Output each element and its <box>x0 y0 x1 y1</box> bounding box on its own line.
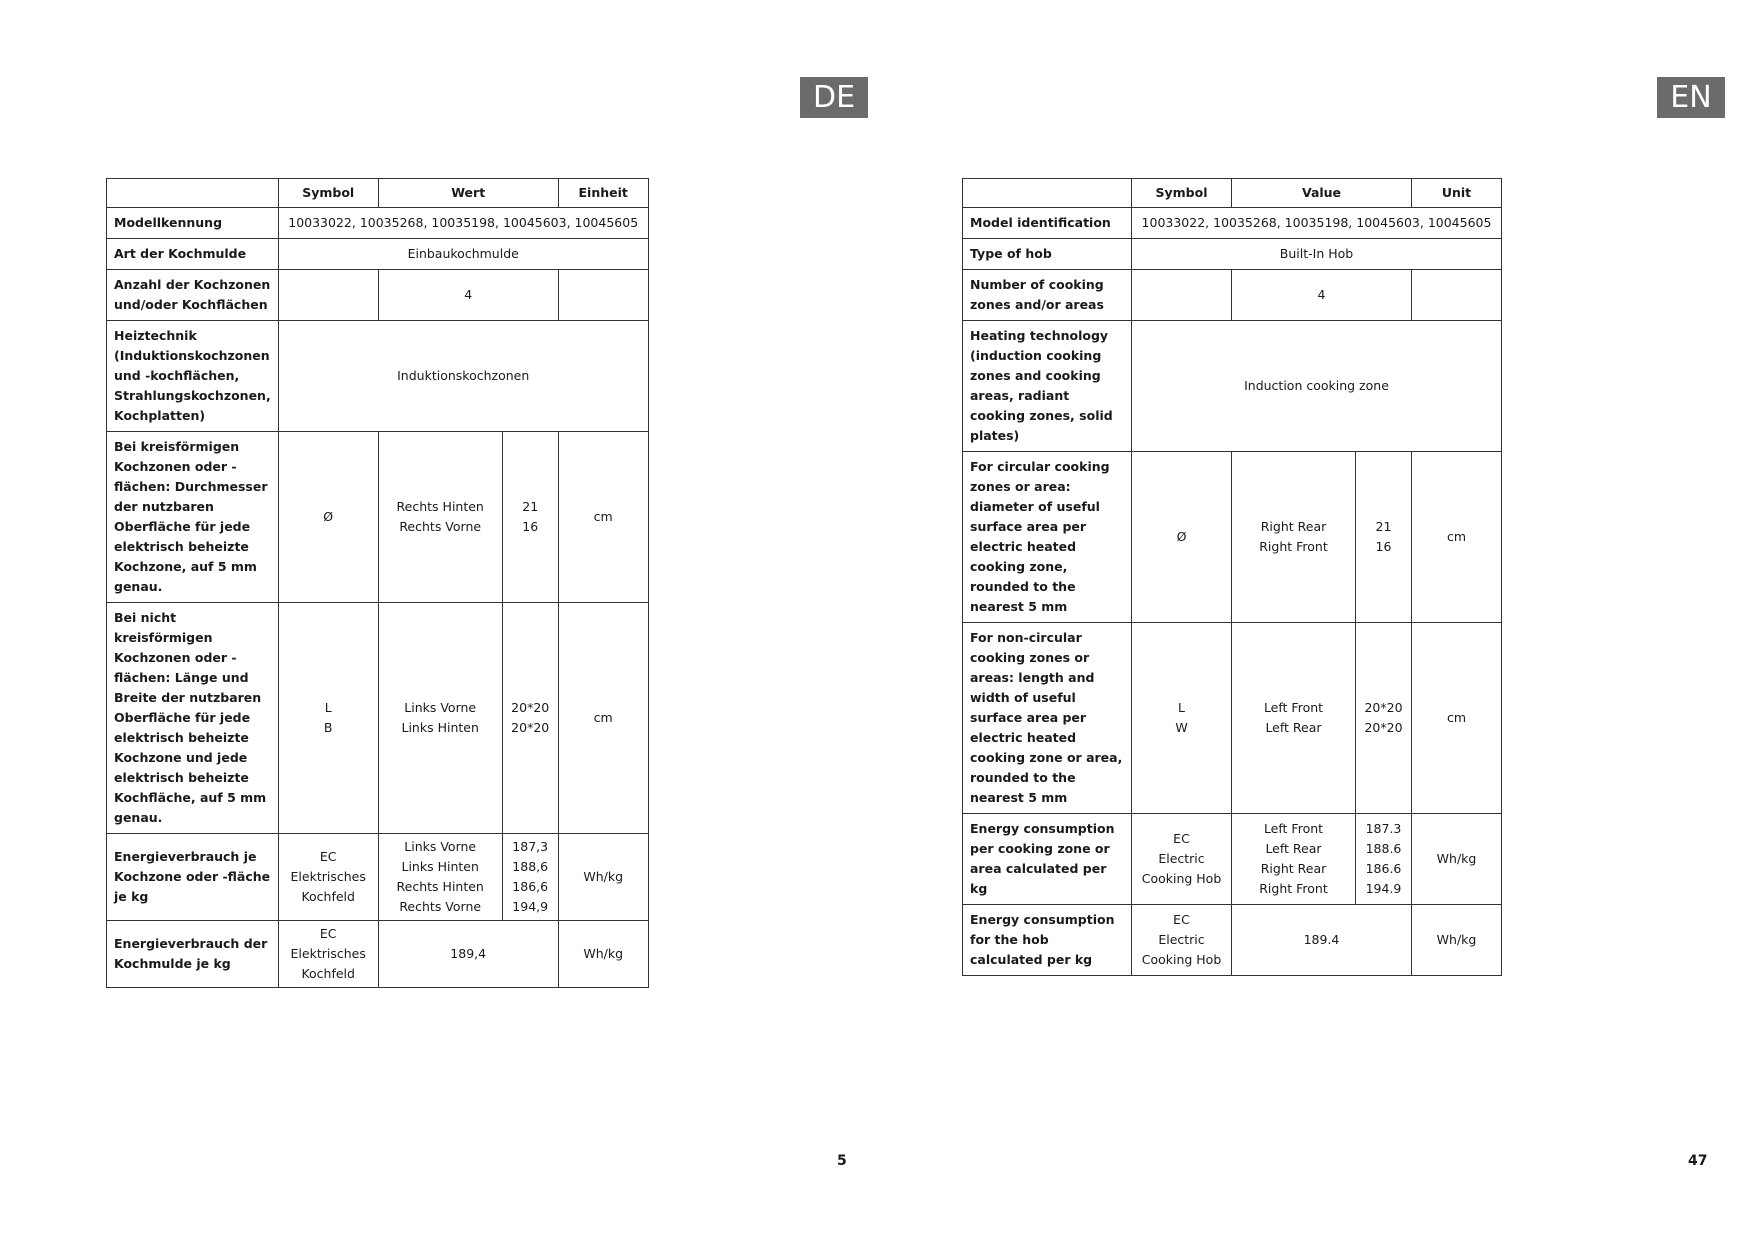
table-row <box>107 208 649 239</box>
symbol: W <box>1175 720 1188 735</box>
hob-type-value: Built-In Hob <box>1132 239 1502 270</box>
circular-symbol: Ø <box>278 432 378 603</box>
value: 21 <box>1375 519 1392 534</box>
table-row <box>107 603 649 834</box>
spec-table <box>962 178 1502 976</box>
energy-zone-unit: Wh/kg <box>1412 814 1502 905</box>
value: 194,9 <box>512 899 549 914</box>
symbol: Cooking Hob <box>1141 871 1222 886</box>
circular-label: For circular cooking zones or area: diameter of useful surface area per electric heated cooking zone, rounded to the nearest 5 mm <box>963 452 1132 623</box>
energy-hob-value: 189,4 <box>378 921 558 988</box>
model-label: Modellkennung <box>107 208 279 239</box>
energy-zone-values <box>1356 814 1412 905</box>
symbol: EC <box>319 849 337 864</box>
energy-hob-unit: Wh/kg <box>1412 905 1502 976</box>
position: Rechts Vorne <box>399 519 482 534</box>
heating-label: Heating technology (induction cooking zones and cooking areas, radiant cooking zones, solid plates) <box>963 321 1132 452</box>
position: Links Hinten <box>401 859 479 874</box>
symbol: EC <box>1173 831 1190 846</box>
energy-hob-symbols <box>278 921 378 988</box>
noncircular-unit: cm <box>1412 623 1502 814</box>
value: 194.9 <box>1365 881 1402 896</box>
header-blank <box>963 179 1132 208</box>
circular-unit: cm <box>558 432 648 603</box>
position: Links Vorne <box>404 839 477 854</box>
hob-type-value: Einbaukochmulde <box>278 239 648 270</box>
header-blank <box>107 179 279 208</box>
table-row <box>107 270 649 321</box>
zones-count-symbol <box>278 270 378 321</box>
value: 16 <box>522 519 539 534</box>
noncircular-positions <box>378 603 502 834</box>
zones-count-label: Anzahl der Kochzonen und/oder Kochflächen <box>107 270 279 321</box>
symbol: Cooking Hob <box>1141 952 1222 967</box>
table-row <box>107 921 649 988</box>
energy-zone-label: Energy consumption per cooking zone or area calculated per kg <box>963 814 1132 905</box>
position: Left Rear <box>1265 841 1322 856</box>
noncircular-label: Bei nicht kreisförmigen Kochzonen oder -flächen: Länge und Breite der nutzbaren Oberfläche für jede elektrisch beheizte Kochzone und jede elektrisch beheizte Kochfläche, auf 5 mm genau. <box>107 603 279 834</box>
energy-zone-symbols <box>1132 814 1232 905</box>
value: 21 <box>522 499 539 514</box>
zones-count-value: 4 <box>378 270 558 321</box>
value: 20*20 <box>1364 700 1403 715</box>
symbol: Kochfeld <box>301 889 355 904</box>
table-row <box>107 321 649 432</box>
value: 186.6 <box>1365 861 1402 876</box>
circular-symbol: Ø <box>1132 452 1232 623</box>
circular-label: Bei kreisförmigen Kochzonen oder -flächen: Durchmesser der nutzbaren Oberfläche für jede elektrisch beheizte Kochzone, auf 5 mm genau. <box>107 432 279 603</box>
energy-zone-symbols <box>278 834 378 921</box>
value: 187.3 <box>1365 821 1402 836</box>
circular-values <box>502 432 558 603</box>
position: Left Front <box>1263 821 1324 836</box>
table-row <box>963 905 1502 976</box>
table-row <box>963 239 1502 270</box>
circular-unit: cm <box>1412 452 1502 623</box>
model-label: Model identification <box>963 208 1132 239</box>
value: 188.6 <box>1365 841 1402 856</box>
noncircular-symbols <box>278 603 378 834</box>
symbol: B <box>323 720 333 735</box>
noncircular-values <box>502 603 558 834</box>
value: 20*20 <box>511 720 550 735</box>
position: Right Front <box>1259 881 1328 896</box>
value: 20*20 <box>1364 720 1403 735</box>
value: 16 <box>1375 539 1392 554</box>
energy-zone-values <box>502 834 558 921</box>
table-row <box>963 208 1502 239</box>
position: Links Vorne <box>404 700 477 715</box>
energy-hob-unit: Wh/kg <box>558 921 648 988</box>
position: Rechts Hinten <box>396 499 484 514</box>
heating-label: Heiztechnik (Induktionskochzonen und -kochflächen, Strahlungskochzonen, Kochplatten) <box>107 321 279 432</box>
page-en <box>877 0 1754 1239</box>
energy-zone-label: Energieverbrauch je Kochzone oder -fläche je kg <box>107 834 279 921</box>
noncircular-values <box>1356 623 1412 814</box>
energy-hob-label: Energieverbrauch der Kochmulde je kg <box>107 921 279 988</box>
table-row <box>963 270 1502 321</box>
table-header-row <box>963 179 1502 208</box>
energy-zone-unit: Wh/kg <box>558 834 648 921</box>
circular-positions <box>1232 452 1356 623</box>
value: 188,6 <box>512 859 549 874</box>
position: Right Rear <box>1260 519 1327 534</box>
table-header-row <box>107 179 649 208</box>
position: Rechts Hinten <box>396 879 484 894</box>
table-row <box>963 623 1502 814</box>
table-row <box>963 452 1502 623</box>
value: 186,6 <box>512 879 549 894</box>
position: Links Hinten <box>401 720 479 735</box>
zones-count-symbol <box>1132 270 1232 321</box>
symbol: Elektrisches <box>290 946 366 961</box>
spec-table <box>106 178 649 988</box>
language-badge: DE <box>800 77 868 118</box>
hob-type-label: Art der Kochmulde <box>107 239 279 270</box>
noncircular-label: For non-circular cooking zones or areas: length and width of useful surface area per electric heated cooking zone or area, rounded to the nearest 5 mm <box>963 623 1132 814</box>
model-value: 10033022, 10035268, 10035198, 10045603, 10045605 <box>1132 208 1502 239</box>
symbol: L <box>324 700 332 715</box>
zones-count-label: Number of cooking zones and/or areas <box>963 270 1132 321</box>
header-value: Wert <box>378 179 558 208</box>
header-value: Value <box>1232 179 1412 208</box>
table-row <box>963 321 1502 452</box>
header-unit: Einheit <box>558 179 648 208</box>
page-number: 47 <box>1688 1153 1708 1169</box>
hob-type-label: Type of hob <box>963 239 1132 270</box>
header-symbol: Symbol <box>278 179 378 208</box>
header-symbol: Symbol <box>1132 179 1232 208</box>
zones-count-unit <box>558 270 648 321</box>
position: Right Rear <box>1260 861 1327 876</box>
symbol: Elektrisches <box>290 869 366 884</box>
symbol: Electric <box>1158 932 1205 947</box>
energy-hob-value: 189.4 <box>1232 905 1412 976</box>
noncircular-unit: cm <box>558 603 648 834</box>
symbol: EC <box>1173 912 1190 927</box>
table-row <box>107 834 649 921</box>
table-row <box>107 239 649 270</box>
position: Right Front <box>1259 539 1328 554</box>
energy-zone-positions <box>378 834 502 921</box>
position: Rechts Vorne <box>399 899 482 914</box>
language-badge: EN <box>1657 77 1725 118</box>
page-number: 5 <box>837 1153 847 1169</box>
zones-count-value: 4 <box>1232 270 1412 321</box>
symbol: EC <box>319 926 337 941</box>
heating-value: Induktionskochzonen <box>278 321 648 432</box>
symbol: Electric <box>1158 851 1205 866</box>
model-value: 10033022, 10035268, 10035198, 10045603, 10045605 <box>278 208 648 239</box>
table-row <box>963 814 1502 905</box>
energy-hob-symbols <box>1132 905 1232 976</box>
noncircular-symbols <box>1132 623 1232 814</box>
energy-zone-positions <box>1232 814 1356 905</box>
noncircular-positions <box>1232 623 1356 814</box>
position: Left Front <box>1263 700 1324 715</box>
value: 20*20 <box>511 700 550 715</box>
heating-value: Induction cooking zone <box>1132 321 1502 452</box>
circular-values <box>1356 452 1412 623</box>
zones-count-unit <box>1412 270 1502 321</box>
value: 187,3 <box>512 839 549 854</box>
energy-hob-label: Energy consumption for the hob calculated per kg <box>963 905 1132 976</box>
circular-positions <box>378 432 502 603</box>
header-unit: Unit <box>1412 179 1502 208</box>
symbol: L <box>1178 700 1185 715</box>
table-row <box>107 432 649 603</box>
symbol: Kochfeld <box>301 966 355 981</box>
position: Left Rear <box>1265 720 1322 735</box>
